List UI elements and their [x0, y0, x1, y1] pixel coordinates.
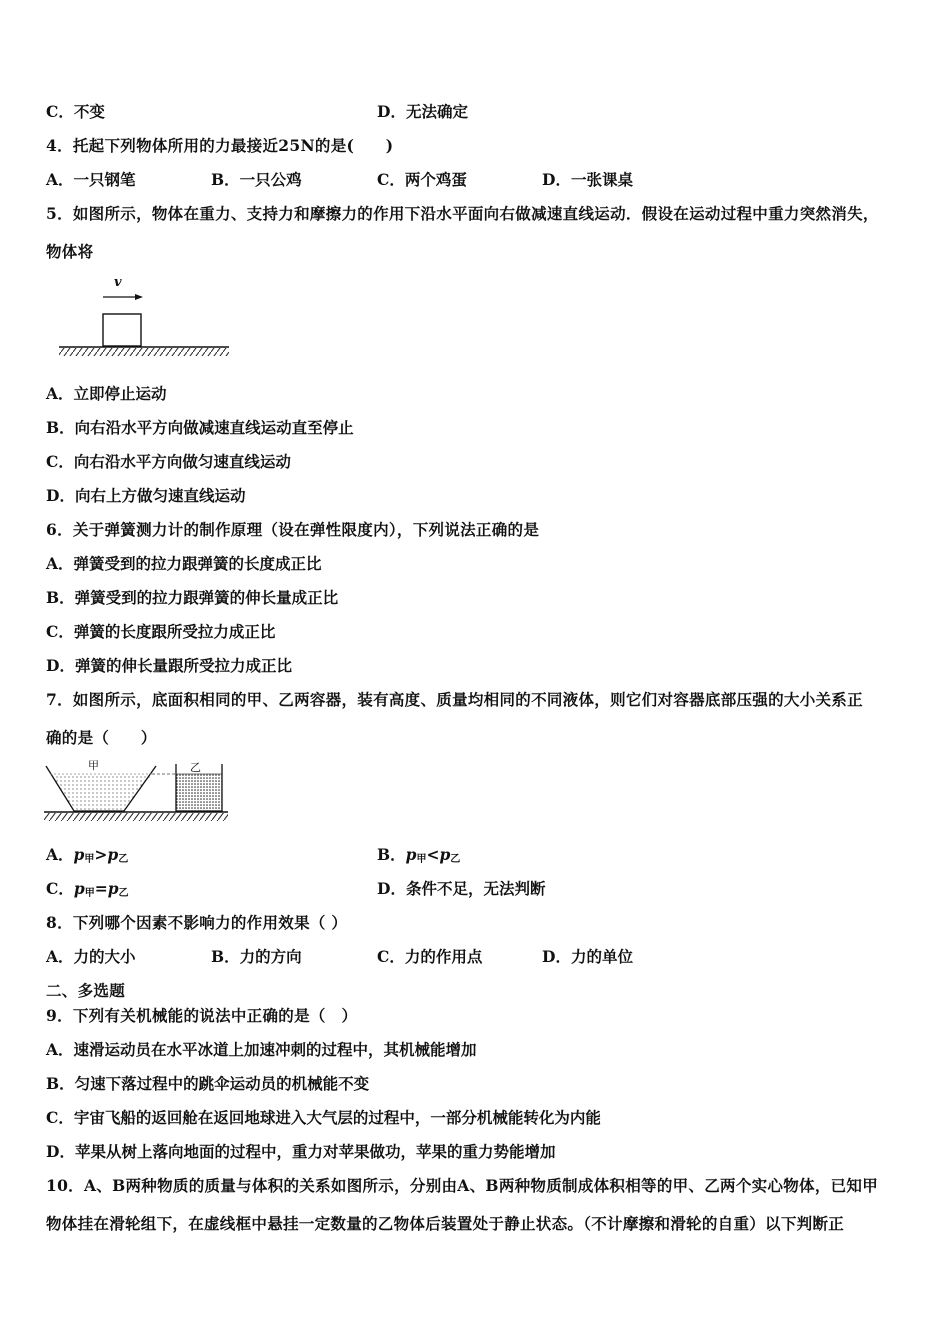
- q7-option-b: B．$p_甲<p_乙$: [377, 845, 461, 865]
- q7-option-a: A．$p_甲>p_乙$: [46, 845, 129, 865]
- q5-option-c: C．向右沿水平方向做匀速直线运动: [46, 452, 291, 471]
- q5-option-d: D．向右上方做匀速直线运动: [46, 486, 246, 505]
- q5-option-a: A．立即停止运动: [46, 384, 167, 403]
- q10-stem-line1: 10．A、B两种物质的质量与体积的关系如图所示，分别由A、B两种物质制成体积相等的甲、乙两个实心物体，已知甲: [46, 1176, 879, 1195]
- q5-figure: [55, 272, 235, 360]
- q8-option-b: B．力的方向: [211, 947, 302, 966]
- container-yi-label: 乙: [190, 761, 201, 774]
- container-jia-label: 甲: [88, 759, 99, 772]
- q10-stem-line2: 物体挂在滑轮组下，在虚线框中悬挂一定数量的乙物体后装置处于静止状态。（不计摩擦和滑轮的自重）以下判断正: [46, 1214, 845, 1233]
- velocity-label: v: [114, 275, 122, 290]
- q6-option-a: A．弹簧受到的拉力跟弹簧的长度成正比: [46, 554, 322, 573]
- q6-option-d: D．弹簧的伸长量跟所受拉力成正比: [46, 656, 292, 675]
- q9-option-c: C．宇宙飞船的返回舱在返回地球进入大气层的过程中，一部分机械能转化为内能: [46, 1108, 601, 1127]
- q4-option-c: C．两个鸡蛋: [377, 170, 467, 189]
- q6-option-c: C．弹簧的长度跟所受拉力成正比: [46, 622, 276, 641]
- q7-option-d: D．条件不足，无法判断: [377, 879, 546, 898]
- q7-stem-line1: 7．如图所示，底面积相同的甲、乙两容器，装有高度、质量均相同的不同液体，则它们对容器底部压强的大小关系正: [46, 690, 863, 709]
- q5-stem-line2: 物体将: [46, 242, 94, 261]
- q4-option-a: A．一只钢笔: [46, 170, 136, 189]
- q3-option-c: C．不变: [46, 102, 105, 121]
- q4-stem: 4．托起下列物体所用的力最接近25N的是( ): [46, 136, 394, 155]
- q8-option-a: A．力的大小: [46, 947, 136, 966]
- q4-option-b: B．一只公鸡: [211, 170, 302, 189]
- q3-option-d: D．无法确定: [377, 102, 468, 121]
- q7-stem-line2: 确的是（ ）: [46, 728, 157, 747]
- q4-option-d: D．一张课桌: [542, 170, 633, 189]
- q6-stem: 6．关于弹簧测力计的制作原理（设在弹性限度内），下列说法正确的是: [46, 520, 540, 539]
- q8-stem: 8．下列哪个因素不影响力的作用效果（ ）: [46, 913, 348, 932]
- block: [103, 314, 141, 346]
- q9-option-b: B．匀速下落过程中的跳伞运动员的机械能不变: [46, 1074, 370, 1093]
- section-title: 二、多选题: [46, 981, 126, 1000]
- q7-figure: [44, 756, 230, 826]
- q6-option-b: B．弹簧受到的拉力跟弹簧的伸长量成正比: [46, 588, 339, 607]
- q5-stem-line1: 5．如图所示，物体在重力、支持力和摩擦力的作用下沿水平面向右做减速直线运动．假设在运动过程中重力突然消失，: [46, 204, 879, 223]
- q9-option-d: D．苹果从树上落向地面的过程中，重力对苹果做功，苹果的重力势能增加: [46, 1142, 556, 1161]
- q9-option-a: A．速滑运动员在水平冰道上加速冲刺的过程中，其机械能增加: [46, 1040, 477, 1059]
- q7-option-c: C．$p_甲=p_乙$: [46, 879, 129, 899]
- q5-option-b: B．向右沿水平方向做减速直线运动直至停止: [46, 418, 354, 437]
- q8-option-d: D．力的单位: [542, 947, 633, 966]
- q9-stem: 9．下列有关机械能的说法中正确的是（ ）: [46, 1006, 358, 1025]
- q8-option-c: C．力的作用点: [377, 947, 483, 966]
